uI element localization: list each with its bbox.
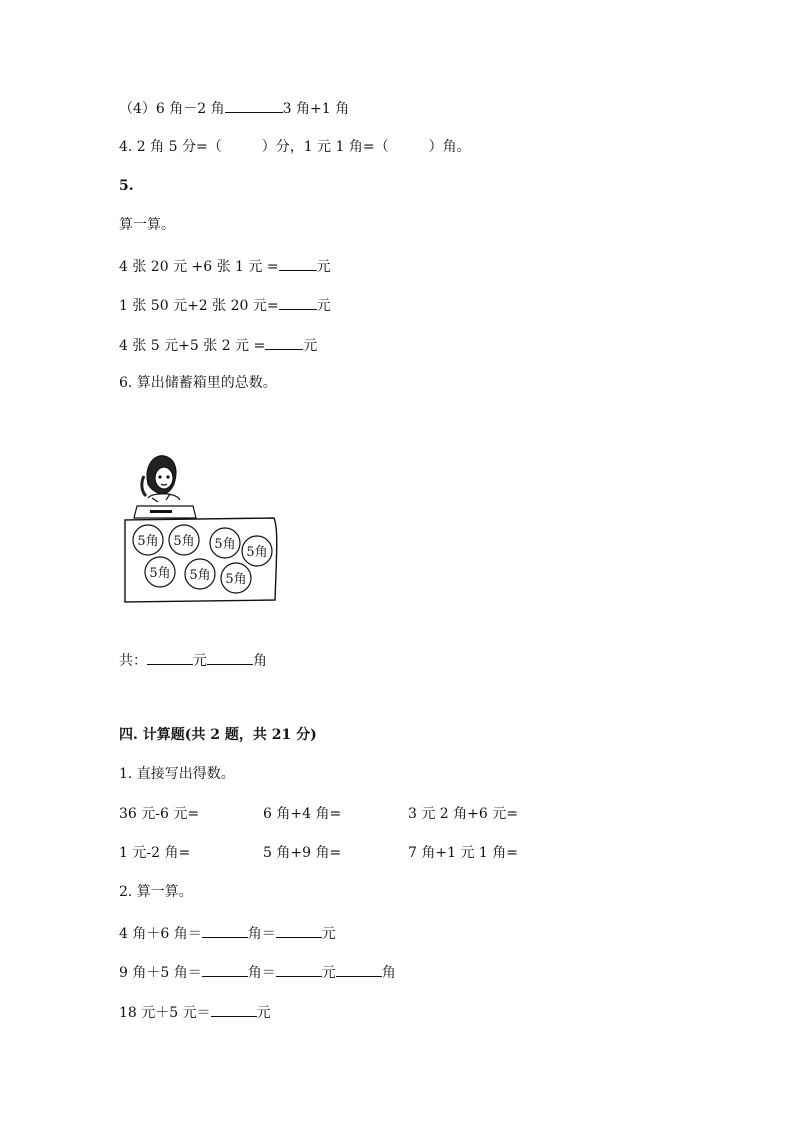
coin-label: 5角 bbox=[189, 568, 211, 583]
question-5-title: 算一算。 bbox=[119, 217, 175, 233]
answer-blank[interactable] bbox=[202, 962, 248, 977]
answer-blank[interactable] bbox=[336, 962, 382, 977]
section-4-title: 四. 计算题(共 2 题，共 21 分) bbox=[119, 727, 317, 743]
box-lid bbox=[134, 506, 196, 518]
coin-label: 5角 bbox=[225, 572, 247, 587]
s4-question-1-title: 1. 直接写出得数。 bbox=[119, 766, 235, 782]
question-6-title: 6. 算出储蓄箱里的总数。 bbox=[119, 375, 277, 391]
coin-label: 5角 bbox=[173, 534, 195, 549]
calc-item: 1 元-2 角= bbox=[119, 845, 191, 861]
q6-total-line: 共： 元 角 bbox=[119, 650, 267, 670]
answer-blank[interactable] bbox=[211, 1002, 257, 1017]
question-5-number: 5. bbox=[119, 178, 134, 194]
answer-blank[interactable] bbox=[225, 98, 283, 113]
savings-box-svg bbox=[118, 448, 288, 608]
coin-label: 5角 bbox=[214, 537, 236, 552]
coin-label: 5角 bbox=[149, 566, 171, 581]
q5-line-3: 4 张 5 元+5 张 2 元 = 元 bbox=[119, 335, 317, 355]
calc-item: 5 角+9 角= bbox=[263, 845, 342, 861]
answer-blank[interactable] bbox=[265, 335, 303, 350]
coin-label: 5角 bbox=[137, 534, 159, 549]
answer-blank-yuan[interactable] bbox=[147, 650, 193, 665]
answer-blank[interactable] bbox=[279, 256, 317, 271]
coin-label: 5角 bbox=[246, 545, 268, 560]
answer-blank[interactable] bbox=[276, 923, 322, 938]
answer-blank[interactable] bbox=[202, 923, 248, 938]
girl-figure bbox=[142, 456, 180, 502]
savings-box-figure bbox=[118, 448, 288, 608]
q3-item-4: （4）6 角－2 角 3 角+1 角 bbox=[119, 98, 349, 118]
calc-item: 36 元-6 元= bbox=[119, 806, 200, 822]
s4q2-line-1: 4 角＋6 角＝ 角＝ 元 bbox=[119, 923, 336, 943]
s4-question-2-title: 2. 算一算。 bbox=[119, 884, 193, 900]
answer-blank-jiao[interactable] bbox=[207, 650, 253, 665]
q5-line-1: 4 张 20 元 +6 张 1 元 = 元 bbox=[119, 256, 331, 276]
calc-item: 3 元 2 角+6 元= bbox=[408, 806, 518, 822]
s4q2-line-3: 18 元＋5 元＝ 元 bbox=[119, 1002, 271, 1022]
q5-line-2: 1 张 50 元+2 张 20 元= 元 bbox=[119, 295, 331, 315]
calc-item: 7 角+1 元 1 角= bbox=[408, 845, 518, 861]
answer-blank[interactable] bbox=[276, 962, 322, 977]
question-4: 4. 2 角 5 分=（ ）分，1 元 1 角=（ ）角。 bbox=[119, 139, 471, 155]
calc-item: 6 角+4 角= bbox=[263, 806, 342, 822]
answer-blank[interactable] bbox=[279, 295, 317, 310]
s4q2-line-2: 9 角＋5 角＝ 角＝ 元 角 bbox=[119, 962, 396, 982]
